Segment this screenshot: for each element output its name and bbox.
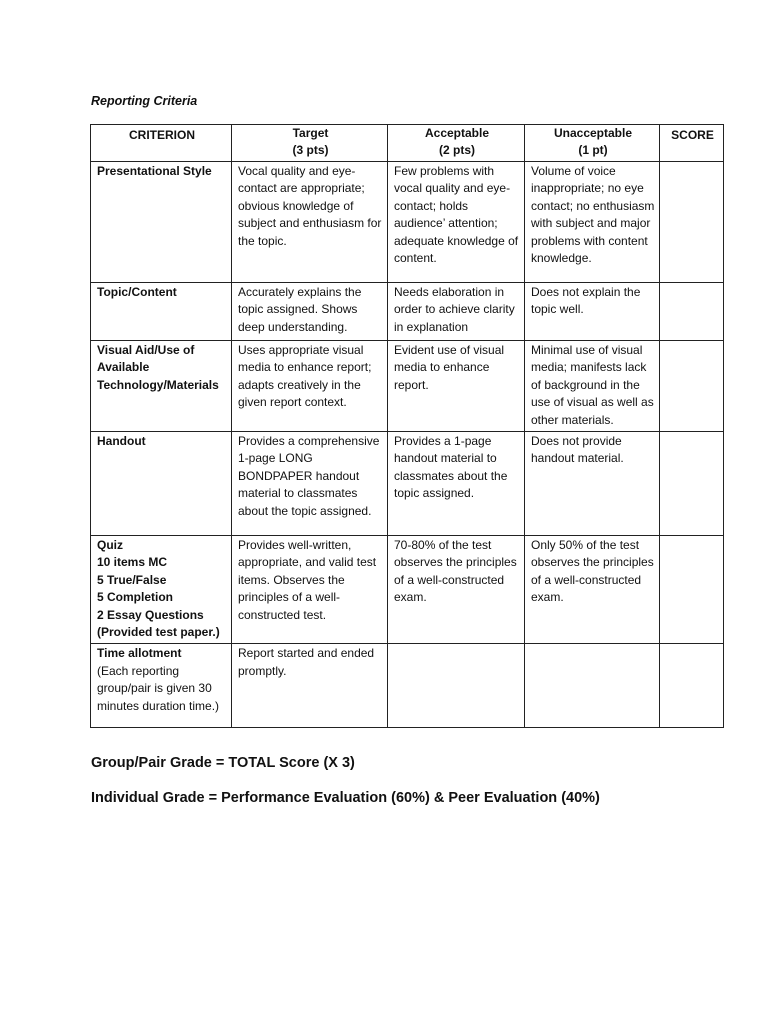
criterion-line: Topic/Content [97, 285, 177, 299]
score-header: SCORE [660, 125, 724, 162]
unacceptable-header [525, 125, 660, 162]
acceptable-cell: Evident use of visual media to enhance report. [388, 341, 525, 432]
criterion-cell [91, 432, 232, 536]
unacceptable-cell: Minimal use of visual media; manifests lack of background in the use of visual as well as other materials. [525, 341, 660, 432]
criterion-line: Quiz [97, 538, 123, 553]
acceptable-header-title: Acceptable [424, 126, 490, 140]
acceptable-cell [388, 644, 525, 728]
unacceptable-header-points: (1 pt) [578, 143, 608, 157]
target-cell: Provides well-written, appropriate, and valid test items. Observes the principles of a well-constructed test. [232, 536, 388, 644]
criterion-header: CRITERION [91, 125, 232, 162]
acceptable-cell: Provides a 1-page handout material to classmates about the topic assigned. [388, 432, 525, 536]
target-header-title: Target [292, 126, 329, 140]
criterion-cell [91, 341, 232, 432]
unacceptable-cell: Does not provide handout material. [525, 432, 660, 536]
score-cell[interactable] [660, 341, 724, 432]
acceptable-header-points: (2 pts) [439, 143, 475, 157]
criterion-line: 5 Completion [97, 590, 174, 605]
target-header [232, 125, 388, 162]
acceptable-cell: Few problems with vocal quality and eye-contact; holds audience’ attention; adequate knowledge of content. [388, 162, 525, 283]
acceptable-cell: 70-80% of the test observes the principles of a well-constructed exam. [388, 536, 525, 644]
criterion-line: 2 Essay Questions [97, 607, 204, 622]
criterion-line: Time allotment [97, 646, 182, 661]
target-cell: Provides a comprehensive 1-page LONG BONDPAPER handout material to classmates about the topic assigned. [232, 432, 388, 536]
score-cell[interactable] [660, 162, 724, 283]
criterion-cell [91, 644, 232, 728]
criterion-cell [91, 283, 232, 341]
criterion-note: (Each reporting group/pair is given 30 minutes duration time.) [97, 663, 220, 713]
criterion-line: (Provided test paper.) [97, 625, 220, 640]
acceptable-cell: Needs elaboration in order to achieve clarity in explanation [388, 283, 525, 341]
section-heading: Reporting Criteria [91, 94, 198, 108]
rubric-table [90, 124, 724, 728]
criterion-cell [91, 536, 232, 644]
target-cell: Report started and ended promptly. [232, 644, 388, 728]
target-cell: Accurately explains the topic assigned. Shows deep understanding. [232, 283, 388, 341]
rubric-row [91, 644, 724, 728]
criterion-line: Handout [97, 434, 146, 449]
score-cell[interactable] [660, 283, 724, 341]
individual-grade-formula: Individual Grade = Performance Evaluation (60%) & Peer Evaluation (40%) [91, 790, 600, 806]
criterion-line: 5 True/False [97, 572, 167, 587]
score-cell[interactable] [660, 536, 724, 644]
target-header-points: (3 pts) [292, 143, 329, 157]
criterion-line: Visual Aid/Use of Available Technology/Materials [97, 343, 219, 392]
unacceptable-cell: Only 50% of the test observes the principles of a well-constructed exam. [525, 536, 660, 644]
rubric-row [91, 283, 724, 341]
acceptable-header [388, 125, 525, 162]
target-cell: Uses appropriate visual media to enhance report; adapts creatively in the given report context. [232, 341, 388, 432]
criterion-line: Presentational Style [97, 164, 212, 178]
unacceptable-cell: Does not explain the topic well. [525, 283, 660, 341]
unacceptable-header-title: Unacceptable [553, 126, 633, 140]
criterion-line: 10 items MC [97, 555, 168, 570]
rubric-row [91, 432, 724, 536]
criterion-cell [91, 162, 232, 283]
score-cell[interactable] [660, 644, 724, 728]
unacceptable-cell [525, 644, 660, 728]
header-row [91, 125, 724, 162]
rubric-row [91, 536, 724, 644]
unacceptable-cell: Volume of voice inappropriate; no eye contact; no enthusiasm with subject and major problems with content knowledge. [525, 162, 660, 283]
score-cell[interactable] [660, 432, 724, 536]
target-cell: Vocal quality and eye-contact are appropriate; obvious knowledge of subject and enthusiasm for the topic. [232, 162, 388, 283]
rubric-row [91, 162, 724, 283]
group-grade-formula: Group/Pair Grade = TOTAL Score (X 3) [91, 755, 355, 771]
rubric-row [91, 341, 724, 432]
